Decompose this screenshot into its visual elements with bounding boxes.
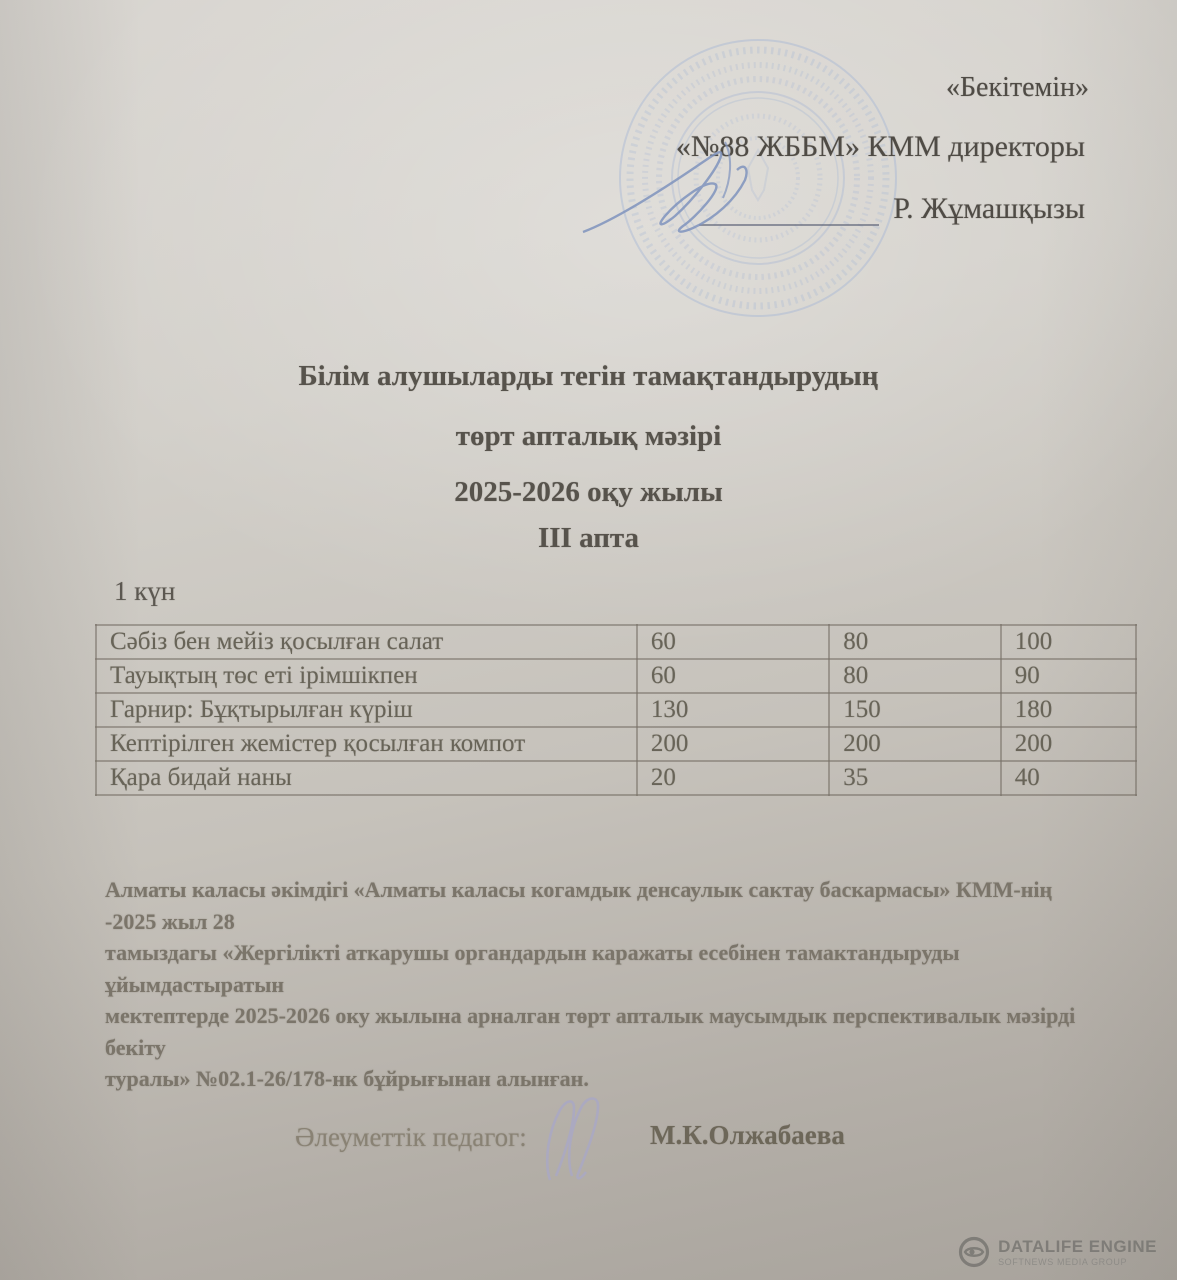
note-line: тамыздагы «Жергілікті аткарушы органдардын каражаты есебінен тамактандыруды ұйымдастыратын — [105, 940, 960, 997]
dish-name: Гарнир: Бұқтырылған күріш — [96, 693, 637, 727]
table-row — [96, 659, 1136, 693]
portion-value: 60 — [637, 659, 829, 693]
pedagogue-handwritten-signature — [520, 1092, 630, 1187]
director-line: «№88 ЖББМ» КММ директоры — [675, 130, 1085, 163]
day-label: 1 күн — [114, 576, 176, 606]
approval-word: «Бекітемін» — [945, 72, 1089, 103]
portion-value: 35 — [829, 761, 1001, 795]
table-row — [96, 693, 1136, 727]
dish-name: Сәбіз бен мейіз қосылған салат — [96, 625, 637, 659]
portion-value: 200 — [1001, 727, 1136, 761]
dish-name: Қара бидай наны — [96, 761, 637, 795]
portion-value: 200 — [637, 727, 829, 761]
pedagogue-role-label: Әлеуметтік педагог: — [295, 1122, 527, 1152]
table-row — [96, 625, 1136, 659]
watermark-subtitle: SOFTNEWS MEDIA GROUP — [998, 1256, 1128, 1267]
table-row — [96, 727, 1136, 761]
dish-name: Тауықтың төс еті ірімшікпен — [96, 659, 637, 693]
table-row — [96, 761, 1136, 795]
datalife-engine-watermark — [958, 1236, 1157, 1268]
eye-icon — [958, 1236, 990, 1268]
portion-value: 200 — [829, 727, 1001, 761]
doc-title-line-2: төрт апталық мәзірі — [455, 420, 722, 452]
note-line: туралы» №02.1-26/178-нк бұйрығынан алынған. — [105, 1066, 589, 1091]
doc-title-week: III апта — [537, 522, 640, 554]
menu-table — [95, 624, 1137, 796]
source-note-paragraph — [105, 874, 1105, 1095]
portion-value: 80 — [829, 625, 1001, 659]
director-name: Р. Жұмашқызы — [893, 192, 1085, 225]
watermark-title: DATALIFE ENGINE — [998, 1236, 1157, 1256]
portion-value: 90 — [1001, 659, 1136, 693]
director-handwritten-signature — [575, 140, 785, 250]
portion-value: 180 — [1001, 693, 1136, 727]
note-line: Алматы каласы әкімдігі «Алматы каласы когамдык денсаулык сактау баскармасы» КММ-нің -2025 жыл 28 — [105, 877, 1053, 934]
portion-value: 20 — [637, 761, 829, 795]
menu-table-body — [96, 625, 1136, 795]
watermark-text — [998, 1238, 1157, 1267]
portion-value: 80 — [829, 659, 1001, 693]
portion-value: 130 — [637, 693, 829, 727]
portion-value: 60 — [637, 625, 829, 659]
portion-value: 40 — [1001, 761, 1136, 795]
portion-value: 100 — [1001, 625, 1136, 659]
dish-name: Кептірілген жемістер қосылған компот — [96, 727, 637, 761]
pedagogue-signature-row — [0, 1118, 1177, 1178]
doc-title-line-1: Білім алушыларды тегін тамақтандырудың — [298, 360, 879, 392]
doc-title-school-year: 2025-2026 оқу жылы — [454, 476, 723, 508]
portion-value: 150 — [829, 693, 1001, 727]
pedagogue-name: М.К.Олжабаева — [650, 1120, 845, 1150]
note-line: мектептерде 2025-2026 оку жылына арналган төрт апталык маусымдык перспективалык мәзірді бекіту — [105, 1003, 1076, 1060]
